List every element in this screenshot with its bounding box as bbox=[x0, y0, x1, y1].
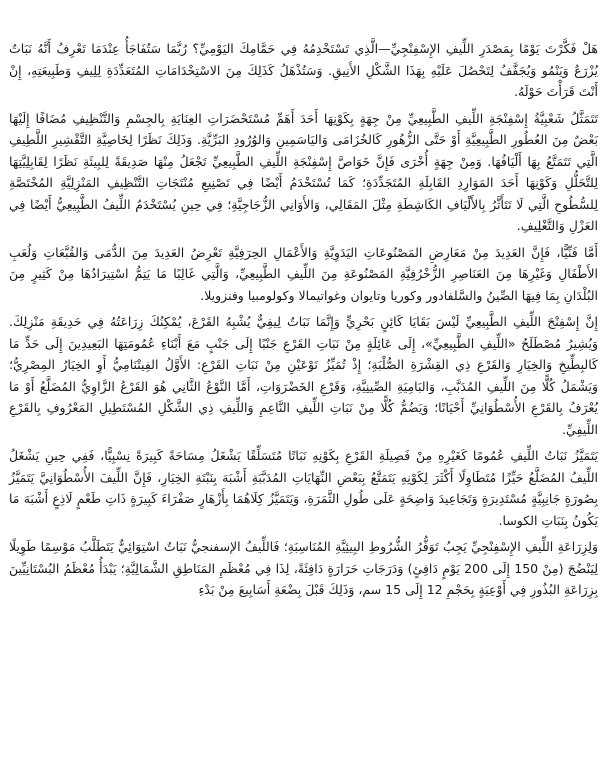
article-paragraph-cultivation: وَلِزِرَاعَةِ اللِّيفِ الإِسْفِنْجِيِّ يَجِبُ تَوَفُّرُ الشُّرُوطِ البِيئِيَّةِ المُنَاسِبَةِ؛ فَاللِّيفُ الإسفنجيُّ نَبَاتٌ اسْتِوَائِيٌّ يَتَطَلَّبُ مَوْسِمًا طَوِيلًا لِيَنْضُجَ (مِنْ 150 إِلَى 200 يَوْمٍ دَافِئٍ) وَدَرَجَاتِ حَرَارَةٍ دَافِئَةً، لِذَا فِي مُعْظَمِ المَنَاطِقِ الشَّمَالِيَّةِ؛ يَبْدَأُ مُعْظَمُ البُسْتَانِيِّينَ بِزِرَاعَةِ البُذُورِ فِي أَوْعِيَةٍ بِحَجْمِ 12 إِلَى 15 سم، وَذَلِكَ قَبْلَ بِضْعَةِ أَسَابِيعَ مِنْ بَدْءِ bbox=[9, 539, 598, 597]
article-paragraph-features: يَتَمَيَّزُ نَبَاتُ اللِّيفِ عُمُومًا كَغَيْرِهِ مِنْ فَصِيلَةِ القَرْعِ بِكَوْنِهِ نَبَاتًا مُتَسَلِّقًا يَشْغَلُ مِسَاحَةً كَبِيرَةً نِسْبِيًّا، فَفِي حِينِ يَشْغَلُ اللِّيفُ المُضَلَّعُ حَيِّزًا مُتَطَاوِلًا أَكْثَرَ لِكَوْنِهِ يَتَمَتَّعُ بِبَعْضِ النِّهَايَاتِ المُدَبَّبَةِ أَشْبَهَ بِنَبْتَةِ الخِيَارِ، فَإِنَّ اللِّيفَ الأُسْطُوَانِيَّ يَتَمَيَّزُ بِصُورَةٍ جَانِبِيَّةٍ مُسْتَدِيرَةٍ وَتَجَاعِيدَ وَاضِحَةٍ عَلَى طُولِ الثَّمَرَةِ، وَيَتَمَيَّزُ كِلَاهُمَا بِأَزْهَارٍ صَفْرَاءَ كَبِيرَةٍ ذَاتِ طَعْمٍ لَاذِعٍ أَشْبَهَ مَا يَكُونُ بِنَبَاتِ الكوسا. bbox=[9, 448, 598, 528]
article-paragraph-art: أَمَّا فَنِّيًّا، فَإِنَّ العَدِيدَ مِنْ مَعَارِضِ المَصْنُوعَاتِ اليَدَوِيَّةِ وَالأَعْمَالِ الحِرَفِيَّةِ تَعْرِضُ العَدِيدَ مِنَ الدُّمَى وَالقُبَّعَاتِ وَلُعَبِ الأَطْفَالِ وَغَيْرِهَا مِنَ العَنَاصِرِ الزُّخْرُفِيَّةِ المَصْنُوعَةِ مِنَ اللِّيفِ الطَّبِيعِيِّ، وَالَّتِي غَالِبًا مَا يَتِمُّ اسْتِيرَادُهَا مِنْ كَثِيرٍ مِنَ البُلْدَانِ بِمَا فِيهَا الصِّينُ والسَّلفادور وكوريا وتايوان وغواتيمالا وكولومبيا وفنزويلا. bbox=[9, 244, 598, 303]
article-paragraph-intro: هَلْ فَكَّرْتَ يَوْمًا بِمَصْدَرِ اللِّيفِ الإِسْفِنْجِيِّ—الَّذِي تَسْتَخْدِمُهُ فِي حَمَّامِكَ اليَوْمِيِّ؟ رُبَّمَا سَتُفَاجَأُ عِنْدَمَا تَعْرِفُ أَنَّهُ نَبَاتٌ يُزْرَعُ وَيَنْمُو وَيُجَفَّفُ لِتَحْصُلَ عَلَيْهِ بِهَذَا الشَّكْلِ الأَنِيقِ. وَسَتُذْهَلُ كَذَلِكَ مِنَ الاسْتِخْدَامَاتِ المُتَعَدِّدَةِ لِلِيفِ وَطَبِيعَتِهِ، إِنْ أَنْتَ قَرَأْتَ حَوْلَهُ. bbox=[9, 41, 598, 99]
article-paragraph-popularity: تَتَمَثَّلُ شَعْبِيَّةُ إِسْفِنْجَةِ اللِّيفِ الطَّبِيعِيِّ مِنْ جِهَةٍ بِكَوْنِهَا أَحَدَ أَهَمِّ مُسْتَحْضَرَاتِ العِنَايَةِ بِالجِسْمِ وَالتَّنْظِيفِ مُضَافًا إِلَيْهَا بَعْضٌ مِنَ العُطُورِ الطَّبِيعِيَّةِ أَوْ حَتَّى الزُّهُورِ كَالخُزَامَى وَاليَاسَمِينِ وَالوُرُودِ البَرِّيَّةِ. وَذَلِكَ نَظَرًا لِخَاصِيَّةِ التَّقْشِيرِ اللَّطِيفِ الَّتِي تَتَمَتَّعُ بِهَا أَلْيَافُهَا. وَمِنْ جِهَةٍ أُخْرَى فَإِنَّ خَوَاصَّ إِسْفِنْجَةِ اللِّيفِ الطَّبِيعِيِّ تَجْعَلُ مِنْهَا صَدِيقَةً لِلبِيئَةِ نَظَرًا لِقَابِلِيَّتِهَا لِلتَّحَلُّلِ وَكَوْنِهَا أَحَدَ المَوَارِدِ القَابِلَةِ المُتَجَدِّدَةِ؛ كَمَا تُسْتَخْدَمُ أَيْضًا فِي تَصْنِيعِ مُنْتَجَاتِ التَّنْظِيفِ المَنْزِلِيَّةِ المُخْتَصَّةِ لِلسُّطُوحِ الَّتِي لَا تَتَأَثَّرُ بِالأَلْيَافِ الكَاشِطَةِ مِثْلَ المَقَالِي، وَالأَوَانِي الزُّجَاجِيَّةِ؛ فِي حِينِ يُسْتَخْدَمُ اللِّيفُ الطَّبِيعِيُّ أَيْضًا فِي العَزْلِ وَالتَّغْلِيفِ. bbox=[9, 110, 598, 233]
article-paragraph-plant: إِنَّ إِسْفِنْجَ اللِّيفِ الطَّبِيعِيِّ لَيْسَ بَقَايَا كَائِنٍ بَحْرِيٍّ وَإِنَّمَا نَبَاتٌ لِيفِيٌّ يُشْبِهُ القَرْعَ، يُمْكِنُكَ زِرَاعَتُهُ فِي حَدِيقَةِ مَنْزِلِكَ. وَيُشِيرُ مُصْطَلَحُ «اللِّيفِ الطَّبِيعِيِّ»، إِلَى عَائِلَةٍ مِنْ نَبَاتِ القَرْعِ جَنْبًا إِلَى جَنْبٍ مَعَ أَبْنَاءِ عُمُومَتِهَا البَعِيدِينَ إِلَى حَدٍّ مَا كَالبِطِّيخِ وَالخِيَارِ وَالقَرْعِ ذِي القِشْرَةِ الصُّلْبَةِ؛ إِذْ تُمَيِّزُ نَوْعَيْنِ مِنْ نَبَاتِ القَرْعِ: الأَوَّلُ الفِيتْنَامِيُّ أَوِ الخِيَارُ المِصْرِيُّ؛ وَيَشْمَلُ كُلًّا مِنَ اللِّيفِ المُدَبَّبِ، وَالبَامِيَةِ الصِّينِيَّةِ، وَقَرْعِ الخَضْرَوَاتِ، أَمَّا النَّوْعُ الثَّانِي هُوَ القَرْعُ الزَّاوِيُّ المُضَلَّعُ أَوْ مَا يُعْرَفُ بِالقَرْعِ الأُسْطُوَانِيِّ أَحْيَانًا؛ وَيَضُمُّ كُلًّا مِنْ نَبَاتِ اللِّيفِ النَّاعِمِ وَاللِّيفِ ذِي الشَّكْلِ المُسْتَطِيلِ المَعْرُوفِ بِالقَرْعِ اللِّيفِيِّ. bbox=[9, 314, 598, 437]
